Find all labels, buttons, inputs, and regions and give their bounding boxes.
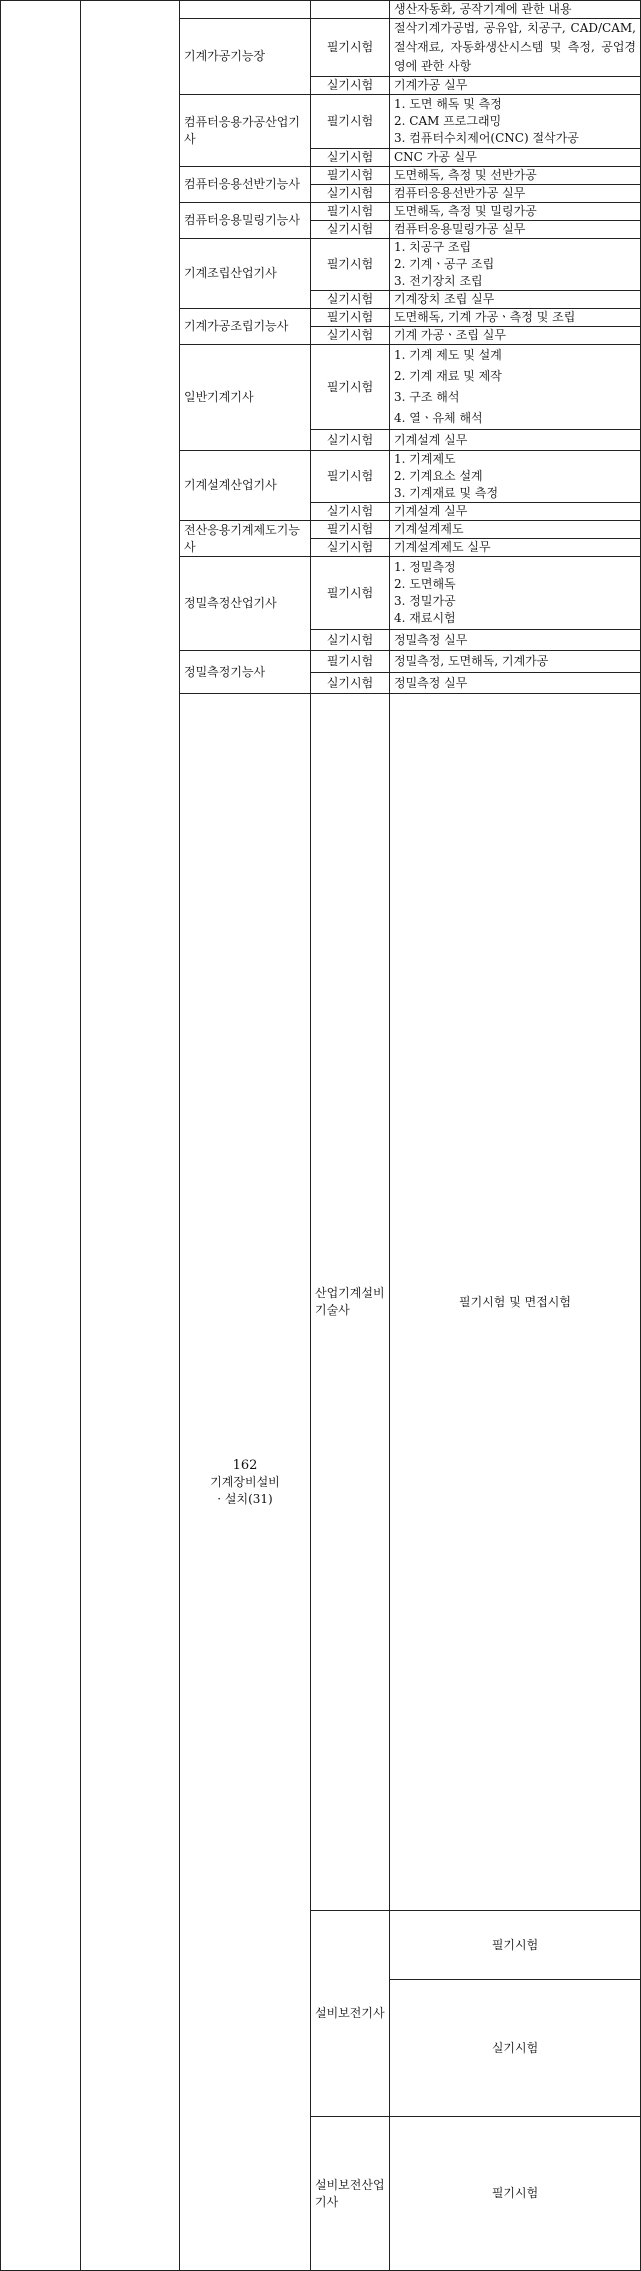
exam-content <box>390 95 641 149</box>
exam-type: 실기시험 <box>311 327 390 345</box>
exam-content: 도면해독, 기계 가공ㆍ측정 및 조립 <box>390 309 641 327</box>
list-item: 1. 치공구 조립 <box>394 240 472 254</box>
exam-type: 실기시험 <box>311 77 390 95</box>
group-blank-cell <box>81 1 180 2271</box>
exam-type: 필기시험 <box>311 557 390 630</box>
table-row <box>1 1 641 19</box>
list-item: 1. 기계 제도 및 설계 <box>394 348 502 362</box>
list-item: 2. 기계요소 설계 <box>394 469 483 483</box>
qualification-name: 컴퓨터응용밀링기능사 <box>180 203 311 239</box>
list-item: 3. 기계재료 및 측정 <box>394 486 499 500</box>
qualification-name: 설비보전기사 <box>311 1911 390 2117</box>
exam-type: 필기시험 <box>311 203 390 221</box>
exam-content: 기계설계제도 <box>390 521 641 539</box>
exam-content: 도면해독, 측정 및 선반가공 <box>390 167 641 185</box>
exam-type: 실기시험 <box>311 185 390 203</box>
qualification-name: 컴퓨터응용가공산업기사 <box>180 95 311 167</box>
group-subname: · 설치(31) <box>217 1491 273 1506</box>
qualification-name <box>180 1 311 19</box>
qualification-name: 기계가공기능장 <box>180 19 311 95</box>
qualification-name: 기계가공조립기능사 <box>180 309 311 345</box>
exam-type: 필기시험 <box>311 95 390 149</box>
qualification-name: 기계설계산업기사 <box>180 451 311 521</box>
exam-content <box>390 451 641 503</box>
exam-type: 필기시험 <box>311 309 390 327</box>
exam-type: 필기시험 <box>390 2117 641 2271</box>
list-item: 1. 정밀측정 <box>394 560 456 574</box>
list-item: 3. 전기장치 조립 <box>394 274 483 288</box>
qualification-name: 정밀측정산업기사 <box>180 557 311 651</box>
exam-type: 필기시험 <box>311 239 390 291</box>
exam-type <box>311 1 390 19</box>
list-item: 3. 정밀가공 <box>394 594 456 608</box>
exam-type: 필기시험 <box>311 521 390 539</box>
exam-content: 기계 가공ㆍ조립 실무 <box>390 327 641 345</box>
exam-type: 필기시험 <box>311 167 390 185</box>
exam-type: 필기시험 <box>311 451 390 503</box>
qualification-name: 컴퓨터응용선반기능사 <box>180 167 311 203</box>
exam-content: 절삭기계가공법, 공유압, 치공구, CAD/CAM, 절삭재료, 자동화생산시스템 및 측정, 공업경영에 관한 사항 <box>390 19 641 77</box>
exam-content: 기계장치 조립 실무 <box>390 291 641 309</box>
qualification-name: 일반기계기사 <box>180 345 311 451</box>
list-item: 2. 기계 재료 및 제작 <box>394 369 502 383</box>
group-cell <box>180 694 311 2271</box>
list-item: 1. 도면 해독 및 측정 <box>394 97 502 111</box>
exam-type: 필기시험 <box>311 651 390 673</box>
exam-content <box>390 239 641 291</box>
left-blank-column <box>1 1 81 2271</box>
exam-content: 기계설계 실무 <box>390 430 641 451</box>
exam-content <box>390 345 641 430</box>
exam-type: 실기시험 <box>311 149 390 167</box>
exam-type: 실기시험 <box>311 291 390 309</box>
exam-type: 필기시험 및 면접시험 <box>390 694 641 1911</box>
exam-content <box>390 557 641 630</box>
exam-type: 실기시험 <box>311 503 390 521</box>
exam-content: 정밀측정, 도면해독, 기계가공 <box>390 651 641 673</box>
exam-type: 실기시험 <box>311 430 390 451</box>
exam-content: CNC 가공 실무 <box>390 149 641 167</box>
exam-content: 기계가공 실무 <box>390 77 641 95</box>
group-code: 162 <box>232 1457 258 1473</box>
exam-content: 기계설계 실무 <box>390 503 641 521</box>
qualification-name: 전산응용기계제도기능사 <box>180 521 311 557</box>
exam-content: 정밀측정 실무 <box>390 673 641 694</box>
list-item: 2. CAM 프로그래밍 <box>394 114 502 128</box>
exam-content: 도면해독, 측정 및 밀링가공 <box>390 203 641 221</box>
exam-type: 필기시험 <box>311 345 390 430</box>
exam-content: 생산자동화, 공작기계에 관한 내용 <box>390 1 641 19</box>
list-item: 1. 기계제도 <box>394 452 456 466</box>
list-item: 2. 기계ㆍ공구 조립 <box>394 257 495 271</box>
list-item: 4. 재료시험 <box>394 611 456 625</box>
group-name: 기계장비설비 <box>210 1474 280 1489</box>
exam-type: 실기시험 <box>311 221 390 239</box>
exam-type: 필기시험 <box>311 19 390 77</box>
exam-type: 실기시험 <box>311 630 390 651</box>
exam-content: 컴퓨터응용선반가공 실무 <box>390 185 641 203</box>
qualification-name: 설비보전산업기사 <box>311 2117 390 2271</box>
exam-type: 실기시험 <box>311 673 390 694</box>
exam-type: 필기시험 <box>390 1911 641 1980</box>
exam-type: 실기시험 <box>311 539 390 557</box>
list-item: 2. 도면해독 <box>394 577 456 591</box>
list-item: 3. 구조 해석 <box>394 390 460 404</box>
exam-content: 정밀측정 실무 <box>390 630 641 651</box>
exam-type: 실기시험 <box>390 1980 641 2117</box>
qualification-name: 산업기계설비기술사 <box>311 694 390 1911</box>
exam-content: 컴퓨터응용밀링가공 실무 <box>390 221 641 239</box>
list-item: 3. 컴퓨터수치제어(CNC) 절삭가공 <box>394 131 579 145</box>
qualification-name: 기계조립산업기사 <box>180 239 311 309</box>
exam-content: 기계설계제도 실무 <box>390 539 641 557</box>
list-item: 4. 열ㆍ유체 해석 <box>394 411 483 425</box>
qualification-name: 정밀측정기능사 <box>180 651 311 694</box>
